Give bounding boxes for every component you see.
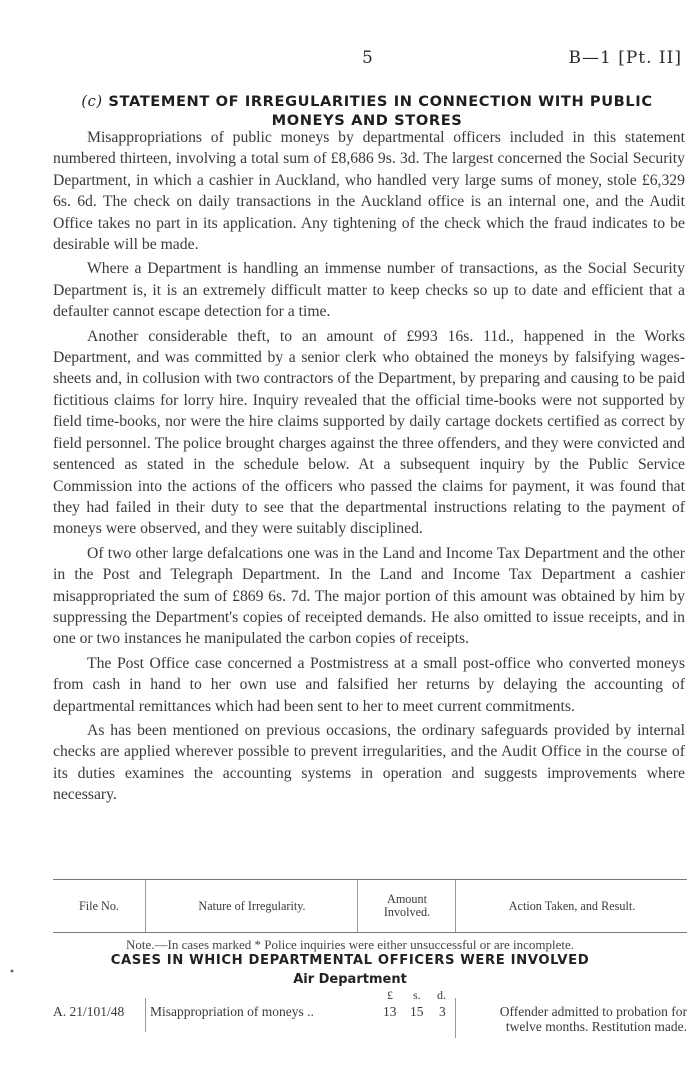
- paragraph: Misappropriations of public moneys by departmental officers included in this statement numbered thirteen, involving a total sum of £8,686 9s. 3d. The largest concerned the Social Security Department, in which a cashier in Auckland, who handled very large sums of money, stole £6,329 6s. 6d. The check on daily transactions in the Auckland office is an internal one, and the Audit Office takes no part in its application. Any tightening of the check which the fraud indicates to be desirable will be made.: [53, 129, 685, 254]
- cases-heading: CASES IN WHICH DEPARTMENTAL OFFICERS WERE INVOLVED: [110, 953, 590, 968]
- action-line-2: twelve months. Restitution made.: [505, 1019, 687, 1034]
- amount-shillings: 15: [410, 1004, 424, 1019]
- column-header-nature: Nature of Irregularity.: [145, 880, 358, 932]
- paragraph: The Post Office case concerned a Postmistress at a small post-office who converted moneys from cash in hand to her own use and falsified her returns by delaying the accounting of departmental remittances which had been sent to her to meet current commitments.: [53, 654, 685, 715]
- margin-mark: •: [9, 967, 15, 978]
- section-label: (c): [81, 93, 103, 110]
- table-header: [53, 879, 687, 933]
- table-row: [53, 988, 687, 1038]
- amount-pounds: 13: [383, 1004, 397, 1019]
- action-taken: [455, 998, 687, 1038]
- column-header-action: Action Taken, and Result.: [455, 880, 688, 932]
- table-note: Note.—In cases marked * Police inquiries were either unsuccessful or are incomplete.: [126, 937, 574, 952]
- statement-body: [53, 127, 685, 809]
- page-number: 5: [362, 48, 373, 68]
- irregularity-nature: Misappropriation of moneys ..: [145, 998, 355, 1032]
- shillings-unit: s.: [413, 988, 421, 1002]
- paragraph: Another considerable theft, to an amount of £993 16s. 11d., happened in the Works Department, and was committed by a senior clerk who obtained the moneys by falsifying wages-sheets and, in collusion with two contractors of the Department, by preparing and causing to be paid fictitious claims for lorry hire. Inquiry revealed that the official time-books were not supported by field time-books, nor were the hire claims supported by daily cartage dockets certified as correct by field personnel. The police brought charges against the three offenders, and they were convicted and sentenced as stated in the schedule below. At a subsequent inquiry by the Public Service Commission into the actions of the officers who passed the claims for payment, it was found that they had failed in their duty to see that the departmental instructions relating to the payment of moneys were observed, and they were suitably disciplined.: [53, 327, 685, 538]
- pence-unit: d.: [437, 988, 446, 1002]
- section-title: [52, 92, 682, 130]
- document-reference: B—1 [Pt. II]: [568, 48, 682, 68]
- page-header: [0, 48, 700, 72]
- title-line-1: STATEMENT OF IRREGULARITIES IN CONNECTION WITH PUBLIC: [108, 93, 653, 110]
- column-header-file-no: File No.: [79, 898, 119, 913]
- action-line-1: Offender admitted to probation for: [499, 1004, 687, 1019]
- pounds-unit: £: [387, 988, 393, 1002]
- column-header-amount: [357, 880, 456, 932]
- paragraph: Of two other large defalcations one was in the Land and Income Tax Department and the other in the Post and Telegraph Department. In the Land and Income Tax Department a cashier misappropriated the sum of £869 6s. 7d. The major portion of this amount was obtained by him by suppressing the Department's copies of receipted demands. He also omitted to issue receipts, and in one or two instances he manipulated the carbon copies of receipts.: [53, 544, 685, 648]
- department-heading: Air Department: [293, 972, 407, 987]
- paragraph: As has been mentioned on previous occasions, the ordinary safeguards provided by internal checks are applied wherever possible to prevent irregularities, and the Audit Office in the course of its duties examines the accounting systems in operation and suggests improvements where necessary.: [53, 721, 685, 804]
- column-header-amount-text: Amount Involved.: [383, 892, 431, 919]
- amount-pence: 3: [439, 1004, 446, 1019]
- paragraph: Where a Department is handling an immense number of transactions, as the Social Security Department is, it is an extremely difficult matter to keep checks so up to date and efficient that a defaulter cannot escape detection for a time.: [53, 260, 685, 321]
- title-line-2: MONEYS AND STORES: [271, 112, 463, 129]
- file-number: A. 21/101/48: [53, 1004, 125, 1019]
